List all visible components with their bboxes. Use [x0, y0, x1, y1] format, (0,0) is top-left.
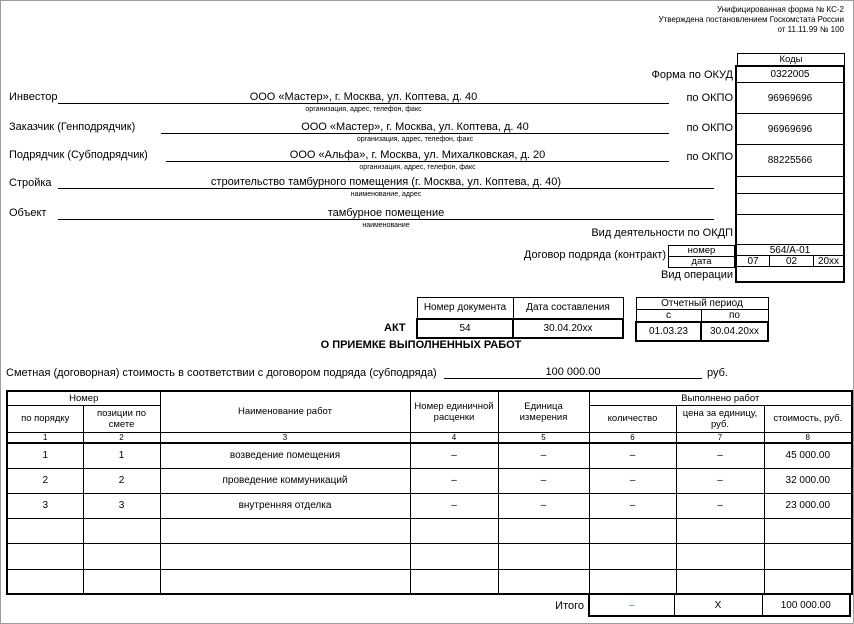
- period-from-value: 01.03.23: [636, 322, 701, 341]
- empty-code-cell: [737, 194, 843, 215]
- column-number: 2: [83, 432, 160, 443]
- row-name: внутренняя отделка: [160, 493, 410, 518]
- contract-date-day: 07: [747, 255, 759, 267]
- form-header-line: Утверждена постановлением Госкомстата России: [658, 15, 844, 24]
- doc-number-header: Номер документа: [417, 298, 513, 319]
- contract-date-year: 20хх: [813, 256, 843, 266]
- investor-label: Инвестор: [9, 91, 58, 103]
- header-completed-group: Выполнено работ: [589, 391, 852, 405]
- row-qty: –: [589, 468, 676, 493]
- okpo-label: по ОКПО: [686, 92, 733, 104]
- contractor-label: Подрядчик (Субподрядчик): [9, 149, 148, 161]
- codes-box: [735, 65, 845, 283]
- doc-number-value: 54: [417, 319, 513, 338]
- contract-date-month: 02: [769, 256, 813, 266]
- column-number: 5: [498, 432, 589, 443]
- header-by-estimate: позиции по смете: [83, 405, 160, 432]
- row-pos: 2: [83, 468, 160, 493]
- header-unit-price: цена за единицу, руб.: [676, 405, 764, 432]
- row-name: возведение помещения: [160, 443, 410, 468]
- header-cost: стоимость, руб.: [764, 405, 852, 432]
- empty-row: [7, 543, 852, 569]
- table-row: [7, 493, 852, 518]
- column-number: 6: [589, 432, 676, 443]
- site-caption: наименование, адрес: [350, 191, 422, 198]
- empty-code-cell: [737, 177, 843, 194]
- period-header: Отчетный период: [636, 298, 768, 310]
- column-number: 8: [764, 432, 852, 443]
- period-to-value: 30.04.20хх: [701, 322, 768, 341]
- period-to-label: по: [701, 310, 768, 323]
- row-pos: 1: [83, 443, 160, 468]
- contract-date-label: дата: [669, 256, 734, 267]
- header-unit: Единица измерения: [498, 391, 589, 432]
- codes-title-cell: Коды: [737, 53, 845, 67]
- estimate-currency: руб.: [707, 367, 728, 379]
- empty-row: [7, 569, 852, 594]
- customer-caption: организация, адрес, телефон, факс: [356, 136, 474, 143]
- row-pos: 3: [83, 493, 160, 518]
- empty-row: [7, 518, 852, 543]
- act-title: АКТ: [384, 322, 406, 334]
- table-row: [7, 443, 852, 468]
- row-rate: –: [410, 443, 498, 468]
- row-cost: 45 000.00: [764, 443, 852, 468]
- contract-date-cells: [737, 256, 843, 267]
- doc-date-header: Дата составления: [513, 298, 623, 319]
- header-work-name: Наименование работ: [160, 391, 410, 432]
- site-label: Стройка: [9, 177, 52, 189]
- reporting-period-table: [635, 297, 769, 342]
- contractor-caption: организация, адрес, телефон, факс: [359, 164, 476, 171]
- form-header-line: Унифицированная форма № КС-2: [717, 5, 844, 14]
- okdp-code-cell: [737, 215, 843, 245]
- header-rate-number: Номер единичной расценки: [410, 391, 498, 432]
- row-price: –: [676, 443, 764, 468]
- okpo-label: по ОКПО: [686, 122, 733, 134]
- okud-label: Форма по ОКУД: [651, 69, 733, 81]
- total-price: X: [674, 594, 762, 616]
- header-by-order: по порядку: [7, 405, 83, 432]
- table-row: [7, 468, 852, 493]
- column-number: 7: [676, 432, 764, 443]
- row-price: –: [676, 493, 764, 518]
- header-quantity: количество: [589, 405, 676, 432]
- form-header-note: [658, 5, 844, 35]
- row-unit: –: [498, 443, 589, 468]
- row-qty: –: [589, 493, 676, 518]
- row-rate: –: [410, 468, 498, 493]
- estimate-label: Сметная (договорная) стоимость в соответствии с договором подряда (субподряда): [6, 367, 437, 379]
- total-cost: 100 000.00: [762, 594, 850, 616]
- operation-label: Вид операции: [661, 269, 733, 281]
- works-table: [6, 390, 853, 595]
- okdp-label: Вид деятельности по ОКДП: [591, 227, 733, 239]
- contract-subtable: [668, 245, 735, 268]
- row-cost: 23 000.00: [764, 493, 852, 518]
- total-quantity: –: [589, 594, 674, 616]
- totals-table: [588, 593, 851, 617]
- row-qty: –: [589, 443, 676, 468]
- column-number: 4: [410, 432, 498, 443]
- act-subtitle: О ПРИЕМКЕ ВЫПОЛНЕННЫХ РАБОТ: [320, 339, 522, 351]
- contract-number-label: номер: [687, 245, 716, 256]
- object-value: тамбурное помещение: [58, 207, 714, 220]
- contract-label: Договор подряда (контракт): [523, 249, 666, 261]
- okpo-customer-cell: 96969696: [737, 114, 843, 145]
- row-num: 1: [7, 443, 83, 468]
- column-number: 1: [7, 432, 83, 443]
- header-number-group: Номер: [7, 391, 160, 405]
- estimate-value: 100 000.00: [444, 366, 702, 379]
- column-number: 3: [160, 432, 410, 443]
- okpo-contractor-cell: 88225566: [737, 145, 843, 177]
- okpo-investor-cell: 96969696: [737, 83, 843, 114]
- row-unit: –: [498, 468, 589, 493]
- document-info-table: [416, 297, 624, 339]
- row-rate: –: [410, 493, 498, 518]
- investor-caption: организация, адрес, телефон, факс: [305, 106, 422, 113]
- operation-code-cell: [737, 267, 843, 281]
- doc-date-value: 30.04.20хх: [513, 319, 623, 338]
- okpo-label: по ОКПО: [686, 151, 733, 163]
- row-cost: 32 000.00: [764, 468, 852, 493]
- total-label: Итого: [555, 600, 584, 612]
- row-price: –: [676, 468, 764, 493]
- contract-number-cell: 564/А-01: [737, 245, 843, 256]
- object-label: Объект: [9, 207, 47, 219]
- row-num: 3: [7, 493, 83, 518]
- row-name: проведение коммуникаций: [160, 468, 410, 493]
- contractor-value: ООО «Альфа», г. Москва, ул. Михалковская, д. 20: [166, 149, 669, 162]
- site-value: строительство тамбурного помещения (г. Москва, ул. Коптева, д. 40): [58, 176, 714, 189]
- customer-value: ООО «Мастер», г. Москва, ул. Коптева, д. 40: [161, 121, 669, 134]
- row-num: 2: [7, 468, 83, 493]
- row-unit: –: [498, 493, 589, 518]
- form-header-line: от 11.11.99 № 100: [777, 25, 844, 34]
- okud-code-cell: 0322005: [737, 67, 843, 83]
- period-from-label: с: [636, 310, 701, 323]
- object-caption: наименование: [362, 222, 410, 229]
- customer-label: Заказчик (Генподрядчик): [9, 121, 136, 133]
- investor-value: ООО «Мастер», г. Москва, ул. Коптева, д. 40: [58, 91, 669, 104]
